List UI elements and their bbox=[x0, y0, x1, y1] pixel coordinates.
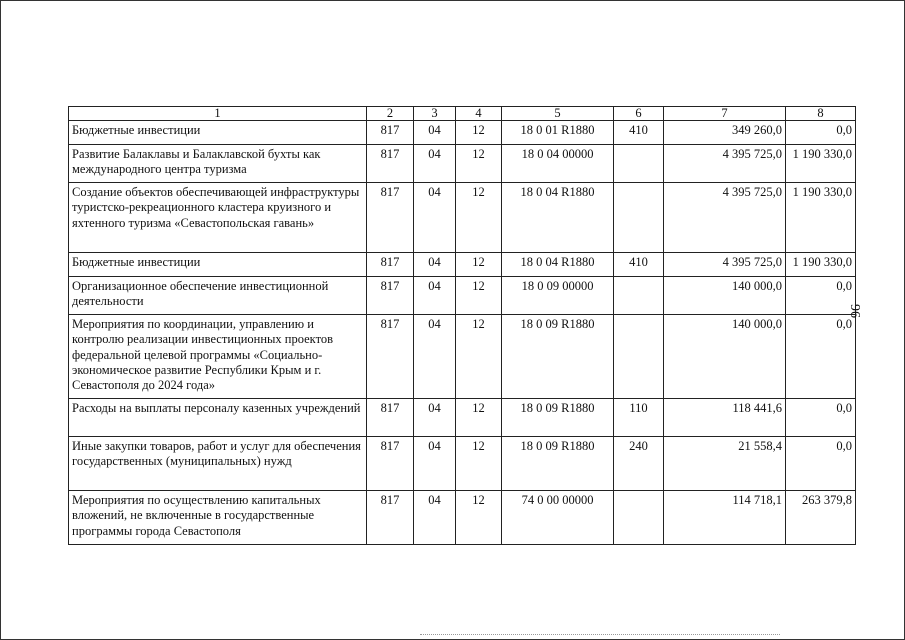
target-article-code: 74 0 00 00000 bbox=[502, 491, 614, 545]
amount-col-8: 0,0 bbox=[786, 277, 856, 315]
section-code: 04 bbox=[414, 491, 456, 545]
amount-col-7: 118 441,6 bbox=[664, 399, 786, 437]
subsection-code: 12 bbox=[456, 121, 502, 145]
target-article-code: 18 0 09 R1880 bbox=[502, 399, 614, 437]
header-cell: 1 bbox=[69, 107, 367, 121]
target-article-code: 18 0 09 R1880 bbox=[502, 315, 614, 399]
section-code: 04 bbox=[414, 277, 456, 315]
amount-col-8: 1 190 330,0 bbox=[786, 145, 856, 183]
item-name: Развитие Балаклавы и Балаклавской бухты как международного центра туризма bbox=[69, 145, 367, 183]
header-cell: 8 bbox=[786, 107, 856, 121]
expense-type-code: 410 bbox=[614, 121, 664, 145]
amount-col-8: 1 190 330,0 bbox=[786, 183, 856, 253]
table-row bbox=[69, 121, 856, 145]
section-code: 04 bbox=[414, 253, 456, 277]
expense-type-code bbox=[614, 277, 664, 315]
item-name: Мероприятия по координации, управлению и контролю реализации инвестиционных проектов федеральной целевой программы «Социально-экономическое развитие Республики Крым и г. Севастополя до 2024 года» bbox=[69, 315, 367, 399]
subsection-code: 12 bbox=[456, 145, 502, 183]
item-name: Создание объектов обеспечивающей инфраструктуры туристско-рекреационного кластера круизного и яхтенного туризма «Севастопольская гавань» bbox=[69, 183, 367, 253]
amount-col-7: 140 000,0 bbox=[664, 315, 786, 399]
item-name: Иные закупки товаров, работ и услуг для обеспечения государственных (муниципальных) нужд bbox=[69, 437, 367, 491]
item-name: Бюджетные инвестиции bbox=[69, 121, 367, 145]
amount-col-7: 4 395 725,0 bbox=[664, 183, 786, 253]
header-cell: 3 bbox=[414, 107, 456, 121]
section-code: 04 bbox=[414, 183, 456, 253]
target-article-code: 18 0 09 00000 bbox=[502, 277, 614, 315]
amount-col-8: 0,0 bbox=[786, 437, 856, 491]
item-name: Бюджетные инвестиции bbox=[69, 253, 367, 277]
expense-type-code bbox=[614, 183, 664, 253]
ministry-code: 817 bbox=[367, 145, 414, 183]
section-code: 04 bbox=[414, 315, 456, 399]
subsection-code: 12 bbox=[456, 183, 502, 253]
ministry-code: 817 bbox=[367, 491, 414, 545]
expense-type-code: 110 bbox=[614, 399, 664, 437]
target-article-code: 18 0 09 R1880 bbox=[502, 437, 614, 491]
item-name: Расходы на выплаты персоналу казенных учреждений bbox=[69, 399, 367, 437]
ministry-code: 817 bbox=[367, 315, 414, 399]
amount-col-8: 1 190 330,0 bbox=[786, 253, 856, 277]
ministry-code: 817 bbox=[367, 277, 414, 315]
header-cell: 5 bbox=[502, 107, 614, 121]
amount-col-7: 4 395 725,0 bbox=[664, 145, 786, 183]
expense-type-code: 410 bbox=[614, 253, 664, 277]
header-cell: 6 bbox=[614, 107, 664, 121]
subsection-code: 12 bbox=[456, 491, 502, 545]
header-cell: 2 bbox=[367, 107, 414, 121]
table-row bbox=[69, 277, 856, 315]
expense-type-code: 240 bbox=[614, 437, 664, 491]
header-cell: 4 bbox=[456, 107, 502, 121]
subsection-code: 12 bbox=[456, 399, 502, 437]
page-number: 96 bbox=[847, 304, 862, 318]
expense-type-code bbox=[614, 145, 664, 183]
ministry-code: 817 bbox=[367, 399, 414, 437]
section-code: 04 bbox=[414, 145, 456, 183]
table-row bbox=[69, 399, 856, 437]
target-article-code: 18 0 01 R1880 bbox=[502, 121, 614, 145]
target-article-code: 18 0 04 R1880 bbox=[502, 183, 614, 253]
ministry-code: 817 bbox=[367, 121, 414, 145]
ministry-code: 817 bbox=[367, 183, 414, 253]
amount-col-7: 21 558,4 bbox=[664, 437, 786, 491]
table-row bbox=[69, 437, 856, 491]
scan-artifact-line bbox=[420, 634, 780, 637]
amount-col-8: 0,0 bbox=[786, 315, 856, 399]
amount-col-7: 140 000,0 bbox=[664, 277, 786, 315]
expense-type-code bbox=[614, 315, 664, 399]
item-name: Мероприятия по осуществлению капитальных вложений, не включенные в государственные программы города Севастополя bbox=[69, 491, 367, 545]
section-code: 04 bbox=[414, 399, 456, 437]
table-row bbox=[69, 145, 856, 183]
table-row bbox=[69, 315, 856, 399]
expense-type-code bbox=[614, 491, 664, 545]
amount-col-7: 4 395 725,0 bbox=[664, 253, 786, 277]
subsection-code: 12 bbox=[456, 253, 502, 277]
amount-col-8: 0,0 bbox=[786, 399, 856, 437]
table-row bbox=[69, 491, 856, 545]
section-code: 04 bbox=[414, 437, 456, 491]
target-article-code: 18 0 04 00000 bbox=[502, 145, 614, 183]
section-code: 04 bbox=[414, 121, 456, 145]
amount-col-7: 114 718,1 bbox=[664, 491, 786, 545]
subsection-code: 12 bbox=[456, 315, 502, 399]
ministry-code: 817 bbox=[367, 253, 414, 277]
amount-col-8: 0,0 bbox=[786, 121, 856, 145]
target-article-code: 18 0 04 R1880 bbox=[502, 253, 614, 277]
header-row bbox=[69, 107, 856, 121]
table-row bbox=[69, 253, 856, 277]
budget-table bbox=[68, 106, 856, 545]
header-cell: 7 bbox=[664, 107, 786, 121]
table-row bbox=[69, 183, 856, 253]
subsection-code: 12 bbox=[456, 277, 502, 315]
amount-col-8: 263 379,8 bbox=[786, 491, 856, 545]
subsection-code: 12 bbox=[456, 437, 502, 491]
amount-col-7: 349 260,0 bbox=[664, 121, 786, 145]
ministry-code: 817 bbox=[367, 437, 414, 491]
item-name: Организационное обеспечение инвестиционной деятельности bbox=[69, 277, 367, 315]
